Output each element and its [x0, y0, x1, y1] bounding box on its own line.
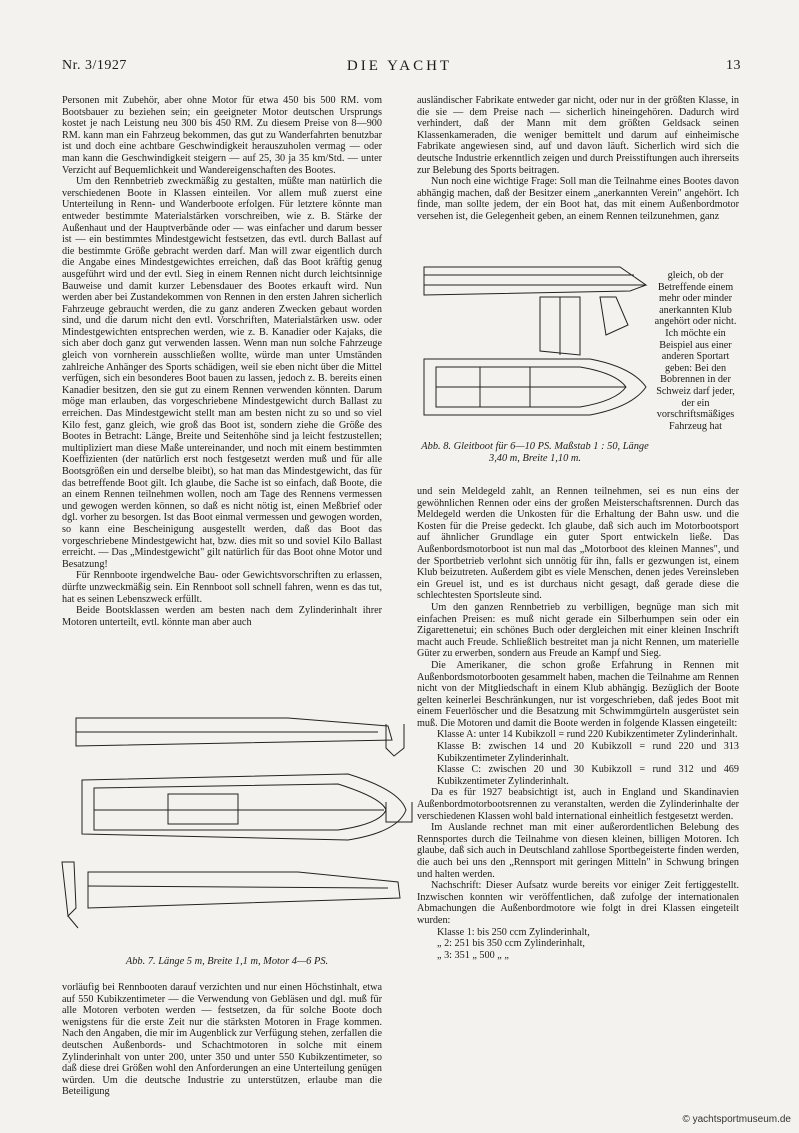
paragraph: Da es für 1927 beabsichtigt ist, auch in England und Skandinavien Außenbordmotorbootsrennen zu veranstalten, werden die Zylinderinhalte der verschiedenen Klassen wohl bald international einheitlich festgesetzt werden.	[417, 787, 739, 822]
paragraph: ausländischer Fabrikate entweder gar nicht, oder nur in der größten Klasse, in die sie — dem Preise nach — sicherlich hineingehören. Dadurch wird verhindert, daß der Mann mit dem größten Geldsack seinen Klassenkameraden, die weniger bemittelt und darum auf einheimische Fabrikate angewiesen sind, auf und davon läuft. Sicherlich wird sich die deutsche Industrie erkenntlich zeigen und durch Preisstiftungen auch ihrerseits zur Belebung des Sports beitragen.	[417, 95, 739, 176]
left-column-top	[62, 95, 382, 628]
figure-7-caption: Abb. 7. Länge 5 m, Breite 1,1 m, Motor 4—6 PS.	[125, 956, 329, 967]
page-number: 13	[726, 58, 741, 73]
paragraph: vorläufig bei Rennbooten darauf verzichten und nur einen Höchstinhalt, etwa auf 550 Kubikzentimeter — die Verwendung von Gebläsen und dgl. muß für alle Motoren verboten werden — festsetzen, da für solche Boote doch wenigstens für die erste Zeit nur die stärksten Motoren in Frage kommen. Nach den Angaben, die mir im Augenblick zur Verfügung stehen, zerfallen die deutschen Außenbords- und Schachtmotoren in solche mit einem Zylinderinhalt von unter 200, unter 350 und unter 550 Kubikzentimeter, so daß diese drei Größen wohl den Anforderungen an eine Unterteilung genügen würden. Um die deutsche Industrie zu unterstützen, erlaube man die Beteiligung	[62, 982, 382, 1098]
paragraph: Im Auslande rechnet man mit einer außerordentlichen Belebung des Rennsportes durch die Teilnahme von diesen kleinen, billigen Motoren. Ich glaube, daß sich auch in Deutschland zahllose Sportbegeisterte finden werden, die auch bei uns den „Rennsport mit geringen Mitteln" in Schwung bringen und halten werden.	[417, 822, 739, 880]
paragraph: Beide Bootsklassen werden am besten nach dem Zylinderinhalt ihrer Motoren unterteilt, evtl. könnte man aber auch	[62, 605, 382, 628]
left-column-bottom	[62, 982, 382, 1098]
right-narrow-wrap-text: gleich, ob der Betreffende einem mehr oder minder anerkannten Klub angehört oder nicht. Ich möchte ein Beispiel aus einer anderen Sportart geben: Bei den Bobrennen in der Schweiz darf jeder, der ein vorschriftsmäßiges Fahrzeug hat	[654, 270, 737, 432]
sections-drawing	[380, 712, 418, 912]
figure-8-caption: Abb. 8. Gleitboot für 6—10 PS. Maßstab 1 : 50, Länge 3,40 m, Breite 1,10 m.	[421, 441, 649, 464]
boat-plan-drawing	[420, 255, 648, 435]
paragraph: Um den Rennbetrieb zweckmäßig zu gestalten, müßte man natürlich die verschiedenen Boote in Klassen einteilen. Vor allem muß zuerst eine Unterteilung in Renn- und Wanderboote erfolgen. Für letztere könnte man entweder bestimmte Materialstärken vorschreiben, wie z. B. Stärke der Außenhaut und der Hauptverbände oder — was einfacher und darum besser ist — ein bestimmtes Mindestgewicht festsetzen, das evtl. durch Ballast auf die bestimmte Größe gebracht werden darf. Man will zwar eigentlich durch die Angabe eines Mindestgewichtes erreichen, daß das Boot kräftig genug ausgeführt wird und der evtl. Sieg in einem Rennen nicht durch leichtsinnige Bauweise und damit kurzer Lebensdauer des Bootes erkauft wird. Nun werden aber bei Zustandekommen von Rennen in den ersten Jahren sicherlich Fahrzeuge gebraucht werden, die zu ganz anderen Zwecken gebaut worden sind, und die darum nicht den evtl. Vorschriften, Materialstärken usw. oder Mindestgewichten entsprechen werden, wie z. B. Kanadier oder Kajaks, die sich aber doch ganz gut verwenden lassen. Wenn man nun solche Fahrzeuge gleich von vornherein ausschließen wollte, würde man unter Umständen zahlreiche Anhänger des Sports schädigen, weil sie eben nicht über die Mittel verfügen, sich ein besonderes Boot bauen zu lassen, jedoch z. B. bereits einen Kanadier besitzen, den sie gut zu einem Rennen verwenden könnten. Darum möge man erlauben, das vorgeschriebene Mindestgewicht durch Ballast zu erreichen. Das Mindestgewicht stellt man am besten nicht zu so und so viel Kilo fest, ganz gleich, wie groß das Boot ist, sondern ziehe die Größe des Bootes in Betracht: Länge, Breite und Seitenhöhe sind ja leicht festzustellen; multipliziert man diese Maße untereinander, und noch mit einem bestimmten Koeffizienten (der natürlich erst noch festgesetzt werden muß und für alle Bootsgrößen ein und derselbe bleibt), so hat man das Mindestgewicht, das für das betreffende Boot gilt. Ich glaube, die Sache ist so einfach, daß Boote, die an einem Rennen teilnehmen wollen, noch am Tage des Rennens vermessen und gewogen werden können, so daß es nicht nötig ist, einen Meßbrief oder dgl. vorher zu besorgen. Ist das Boot einmal vermessen und gewogen worden, so kann eine Bescheinigung ausgestellt werden, daß das Boot das vorgeschriebene Mindestgewicht hat, bzw. dies mit so und soviel Kilo Ballast erreicht. — Das „Mindestgewicht" gilt natürlich für das Boot ohne Motor und Besatzung!	[62, 176, 382, 570]
journal-title: DIE YACHT	[346, 58, 453, 74]
figure-8-glider-boat	[420, 255, 648, 435]
paragraph: Für Rennboote irgendwelche Bau- oder Gewichtsvorschriften zu erlassen, dürfte unzweckmäßig sein. Ein Rennboot soll schnell fahren, wenn es das tut, hat es seinen Lebenszweck erfüllt.	[62, 570, 382, 605]
class-item: Klasse B: zwischen 14 und 20 Kubikzoll = rund 220 und 313 Kubikzentimeter Zylinderinhalt.	[437, 741, 739, 764]
class-list-american	[437, 729, 739, 787]
right-column-top	[417, 95, 739, 223]
class-list-international	[437, 927, 739, 962]
class-item: „ 3: 351 „ 500 „ „	[437, 949, 509, 961]
issue-number: Nr. 3/1927	[62, 58, 127, 73]
boat-profile-and-plan	[48, 712, 410, 950]
class-item: Klasse A: unter 14 Kubikzoll = rund 220 Kubikzentimeter Zylinderinhalt.	[437, 729, 738, 741]
paragraph: Personen mit Zubehör, aber ohne Motor für etwa 450 bis 500 RM. vom Bootsbauer zu beziehen sein; ein geeigneter Motor deutschen Ursprungs kostet je nach Leistung neu 300 bis 450 RM. Zu diesem Preise von 8—900 RM. kann man ein Fahrzeug bekommen, das gut zu Wanderfahrten benutzbar ist und doch eine achtbare Geschwindigkeit herauszuholen vermag — oder man kann die Geschwindigkeit steigern — auf 25, 30 ja 35 km/Std. — unter Verzicht auf Bequemlichkeit und Wandereigenschaften des Bootes.	[62, 95, 382, 176]
figure-7-boat-drawings	[48, 712, 410, 950]
paragraph: Die Amerikaner, die schon große Erfahrung in Rennen mit Außenbordsmotorbooten gesammelt haben, machen die Teilnahme am Rennen nicht von der Mitgliedschaft in einem Klub abhängig. Bezüglich der Boote gelten keinerlei Beschränkungen, nur ist vorgeschrieben, daß jedes Boot mit einem Feuerlöscher und die Besatzung mit Schwimmgürteln ausgerüstet sein muß. Die Motoren und damit die Boote werden in folgende Klassen eingeteilt:	[417, 659, 739, 729]
copyright-footer: © yachtsportmuseum.de	[682, 1114, 791, 1125]
paragraph: Um den ganzen Rennbetrieb zu verbilligen, begnüge man sich mit einfachen Preisen: es muß nicht gerade ein Silberhumpen sein oder ein Zigarettenetui; ein schönes Buch oder dergleichen mit einer kleinen Inschrift macht auch Freude. Schließlich bestreitet man ja nicht Rennen, um materielle Güter zu erwerben, sondern aus Freude an Kampf und Sieg.	[417, 601, 739, 660]
class-item: Klasse C: zwischen 20 und 30 Kubikzoll = rund 312 und 469 Kubikzentimeter Zylinderinhalt.	[437, 764, 739, 787]
class-item: „ 2: 251 bis 350 ccm Zylinderinhalt,	[437, 938, 585, 950]
hull-sections	[380, 712, 418, 912]
paragraph: Nun noch eine wichtige Frage: Soll man die Teilnahme eines Bootes davon abhängig machen, daß der Besitzer einem „anerkannten Verein" angehört. Ich finde, man sollte jedem, der ein Boot hat, das mit einem Außenbordmotor versehen ist, die Gelegenheit geben, an einem Rennen teilzunehmen, ganz	[417, 176, 739, 222]
class-item: Klasse 1: bis 250 ccm Zylinderinhalt,	[437, 926, 590, 938]
right-column-middle	[417, 486, 739, 961]
paragraph: Nachschrift: Dieser Aufsatz wurde bereits vor einiger Zeit fertiggestellt. Inzwischen konnten wir veröffentlichen, daß zufolge der internationalen Abmachungen die Außenbordmotore wie folgt in drei Klassen eingeteilt wurden:	[417, 880, 739, 926]
paragraph: und sein Meldegeld zahlt, an Rennen teilnehmen, sei es nun eins der gewöhnlichen Rennen oder eins der großen Meisterschaftsrennen. Durch das Meldegeld werden die Unkosten für die Erhaltung der Bahn usw. und die Kosten für die Preise gedeckt. Ich glaube, daß sich auch im Motorbootsport auf ähnlicher Grundlage ein guter Sport entwickeln ließe. Das Außenbordsmotorboot ist nun mal das „Motorboot des kleinen Mannes", und der Sportbetrieb verlohnt sich unnötig für ihn, falls er gezwungen ist, einem Klub beizutreten. Außerdem gibt es viele Menschen, denen jedes Vereinsleben ein Greuel ist, und es ist durchaus nicht gesagt, daß gerade diese die schlechtesten Sportsleute sind.	[417, 486, 739, 602]
